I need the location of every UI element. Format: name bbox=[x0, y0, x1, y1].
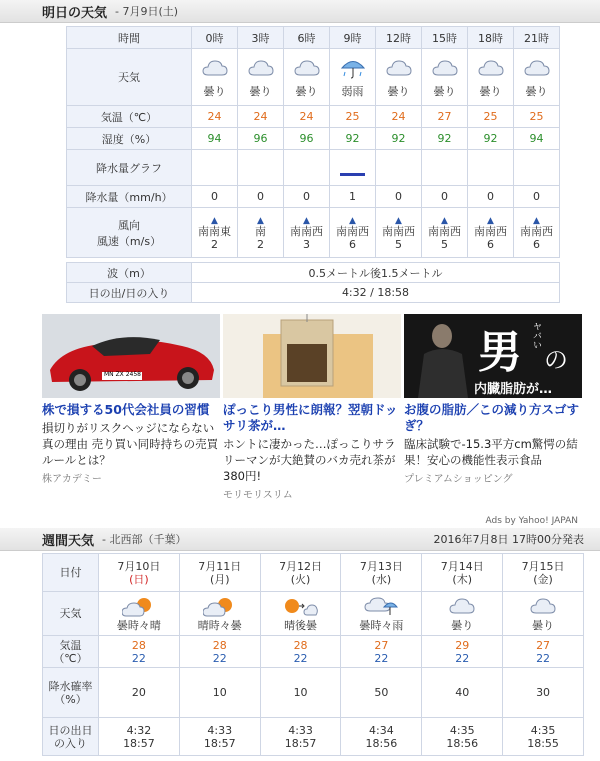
week-header bbox=[0, 528, 600, 551]
week-title: 週間天気 bbox=[42, 533, 95, 549]
ad-title-3[interactable]: お腹の脂肪／この減り方スゴすぎ？ bbox=[404, 402, 580, 433]
week-temp-cell bbox=[422, 636, 503, 668]
week-sun-cell bbox=[503, 718, 584, 756]
wind-dir: 南 bbox=[255, 224, 266, 238]
ad-image-car[interactable] bbox=[42, 314, 220, 398]
time-cell: 9時 bbox=[330, 27, 376, 49]
temp-label: 気温（℃） bbox=[67, 106, 192, 128]
precip-cell: 0 bbox=[238, 186, 284, 208]
week-date-row bbox=[43, 554, 584, 592]
umbrella-icon bbox=[330, 57, 375, 83]
tomorrow-header bbox=[0, 0, 600, 23]
cloud-icon bbox=[422, 57, 467, 83]
wind-dir: 南南西 bbox=[520, 224, 553, 238]
ad-image-man[interactable] bbox=[404, 314, 582, 398]
precip-label: 降水量（mm/h） bbox=[67, 186, 192, 208]
wind-cell bbox=[284, 208, 330, 258]
week-date: 7月15日 bbox=[521, 559, 565, 573]
wind-dir: 南南西 bbox=[336, 224, 369, 238]
ad-image-tea[interactable] bbox=[223, 314, 401, 398]
week-temp-label: 気温（℃） bbox=[43, 636, 99, 668]
weather-cell bbox=[514, 49, 560, 106]
wind-speed: 6 bbox=[349, 237, 356, 251]
week-date-cell bbox=[260, 554, 341, 592]
week-precip-row bbox=[43, 668, 584, 718]
week-temp-row bbox=[43, 636, 584, 668]
week-dow: (月) bbox=[209, 572, 230, 586]
week-dow: (火) bbox=[290, 572, 311, 586]
wind-cell bbox=[376, 208, 422, 258]
weather-text: 弱雨 bbox=[341, 85, 364, 98]
hourly-table bbox=[66, 26, 560, 303]
week-dow: (金) bbox=[533, 572, 553, 586]
wind-speed-label: 風速（m/s） bbox=[96, 234, 162, 248]
wind-arrow-icon: ▲ bbox=[257, 215, 264, 226]
precip-graph-cell bbox=[238, 150, 284, 186]
week-weather-text: 晴後曇 bbox=[284, 619, 318, 632]
precip-cell: 0 bbox=[192, 186, 238, 208]
week-weather-text: 曇時々雨 bbox=[359, 619, 404, 632]
week-temp-cell bbox=[179, 636, 260, 668]
wave-value: 0.5メートル後1.5メートル bbox=[192, 263, 560, 283]
precip-cell: 0 bbox=[376, 186, 422, 208]
weather-cell bbox=[238, 49, 284, 106]
week-weather-cell bbox=[422, 592, 503, 636]
week-sun-label: 日の出日の入り bbox=[43, 718, 99, 756]
week-weather-cell bbox=[179, 592, 260, 636]
precip-graph-label: 降水量グラフ bbox=[67, 150, 192, 186]
week-weather-cell bbox=[260, 592, 341, 636]
wind-dir: 南南西 bbox=[428, 224, 461, 238]
precip-cell: 0 bbox=[468, 186, 514, 208]
week-precip-cell: 10 bbox=[260, 668, 341, 718]
week-sun-cell bbox=[179, 718, 260, 756]
week-precip-cell: 20 bbox=[99, 668, 180, 718]
week-weather-cell bbox=[341, 592, 422, 636]
humidity-cell: 94 bbox=[514, 128, 560, 150]
sun-value: 4:32 / 18:58 bbox=[192, 283, 560, 303]
wind-cell bbox=[192, 208, 238, 258]
weather-cell bbox=[192, 49, 238, 106]
weather-cell bbox=[376, 49, 422, 106]
cloud-icon bbox=[376, 57, 421, 83]
week-weather-cell bbox=[99, 592, 180, 636]
ad-image-no: の bbox=[544, 346, 568, 374]
temp-cell: 24 bbox=[284, 106, 330, 128]
time-cell: 21時 bbox=[514, 27, 560, 49]
time-cell: 18時 bbox=[468, 27, 514, 49]
ad-title-1[interactable]: 株で損する50代会社員の習慣 bbox=[42, 402, 210, 417]
week-date: 7月10日 bbox=[117, 559, 161, 573]
time-cell: 0時 bbox=[192, 27, 238, 49]
sun-row bbox=[67, 283, 560, 303]
week-dow: (木) bbox=[452, 572, 473, 586]
wind-cell bbox=[468, 208, 514, 258]
week-temp-cell bbox=[99, 636, 180, 668]
weather-row bbox=[67, 49, 560, 106]
ad-image-small-text: 内臓脂肪が… bbox=[474, 382, 553, 397]
wind-speed: 5 bbox=[395, 237, 402, 251]
temp-cell: 25 bbox=[330, 106, 376, 128]
ad-desc-3[interactable]: 臨床試験で-15.3平方cm驚愕の結果！安心の機能性表示食品 bbox=[404, 437, 578, 467]
week-sunset: 18:56 bbox=[446, 736, 479, 750]
wind-speed: 2 bbox=[257, 237, 264, 251]
week-sunset: 18:57 bbox=[123, 736, 155, 750]
week-weather-cell bbox=[503, 592, 584, 636]
sun-then-cloud-icon bbox=[261, 595, 341, 619]
weather-text: 曇り bbox=[387, 85, 410, 98]
humidity-cell: 96 bbox=[238, 128, 284, 150]
precip-graph-row bbox=[67, 150, 560, 186]
wind-speed: 2 bbox=[211, 237, 218, 251]
wind-speed: 6 bbox=[487, 237, 494, 251]
week-temp-high: 28 bbox=[131, 638, 146, 652]
wind-dir-label: 風向 bbox=[118, 218, 140, 232]
time-cell: 3時 bbox=[238, 27, 284, 49]
wind-dir: 南南西 bbox=[474, 224, 507, 238]
week-date: 7月12日 bbox=[279, 559, 323, 573]
humidity-cell: 92 bbox=[468, 128, 514, 150]
week-precip-cell: 30 bbox=[503, 668, 584, 718]
week-temp-high: 28 bbox=[293, 638, 308, 652]
week-sunset: 18:57 bbox=[203, 736, 236, 750]
week-date-cell bbox=[422, 554, 503, 592]
week-sun-row bbox=[43, 718, 584, 756]
week-date-cell bbox=[179, 554, 260, 592]
precip-bar bbox=[340, 173, 365, 176]
week-sunrise: 4:35 bbox=[449, 723, 475, 737]
week-sunrise: 4:33 bbox=[207, 723, 233, 737]
weekly-table bbox=[42, 553, 584, 756]
weather-label: 天気 bbox=[67, 49, 192, 106]
precip-cell: 0 bbox=[422, 186, 468, 208]
sun-label: 日の出/日の入り bbox=[67, 283, 192, 303]
ad-source-1[interactable]: 株アカデミー bbox=[42, 474, 102, 485]
temp-cell: 25 bbox=[468, 106, 514, 128]
week-sunset: 18:56 bbox=[365, 736, 398, 750]
weather-text: 曇り bbox=[295, 85, 318, 98]
precip-graph-cell bbox=[514, 150, 560, 186]
cloud-icon bbox=[468, 57, 513, 83]
week-precip-cell: 10 bbox=[179, 668, 260, 718]
wind-cell bbox=[514, 208, 560, 258]
cloud-icon bbox=[503, 595, 583, 619]
humidity-cell: 94 bbox=[192, 128, 238, 150]
week-sunrise: 4:32 bbox=[126, 723, 152, 737]
ad-source-3[interactable]: プレミアムショッピング bbox=[404, 474, 513, 485]
cloud-icon bbox=[238, 57, 283, 83]
week-sun-cell bbox=[341, 718, 422, 756]
week-sunset: 18:55 bbox=[527, 736, 559, 750]
week-temp-low: 22 bbox=[212, 651, 227, 665]
precip-cell: 0 bbox=[514, 186, 560, 208]
temp-row bbox=[67, 106, 560, 128]
week-temp-low: 22 bbox=[455, 651, 470, 665]
week-dow: (日) bbox=[129, 572, 149, 586]
ads-by-label[interactable]: Ads by Yahoo! JAPAN bbox=[485, 516, 578, 526]
sun-cloud-icon bbox=[180, 595, 260, 619]
tomorrow-title: 明日の天気 bbox=[42, 5, 108, 21]
ad-desc-1[interactable]: 損切りがリスクヘッジにならない真の理由 売り買い同時持ちの売買ルールとは？ bbox=[42, 421, 219, 467]
week-temp-low: 22 bbox=[536, 651, 551, 665]
ad-card-1[interactable] bbox=[42, 314, 220, 485]
time-label: 時間 bbox=[67, 27, 192, 49]
ad-title-2[interactable]: ぽっこり男性に朗報？翌朝ドッサリ茶が… bbox=[223, 402, 398, 433]
temp-cell: 25 bbox=[514, 106, 560, 128]
week-weather-text: 曇り bbox=[532, 619, 555, 632]
temp-cell: 24 bbox=[238, 106, 284, 128]
ad-source-2[interactable]: モリモリスリム bbox=[223, 490, 293, 501]
wind-cell bbox=[422, 208, 468, 258]
weather-text: 曇り bbox=[249, 85, 272, 98]
week-temp-high: 27 bbox=[536, 638, 551, 652]
week-date-cell bbox=[503, 554, 584, 592]
tomorrow-date: - 7月9日(土) bbox=[115, 5, 179, 18]
precip-graph-cell bbox=[284, 150, 330, 186]
week-weather-label: 天気 bbox=[43, 592, 99, 636]
time-cell: 15時 bbox=[422, 27, 468, 49]
weather-text: 曇り bbox=[479, 85, 502, 98]
ad-desc-2[interactable]: ホントに凄かった…ぽっこりサラリーマンが大絶賛のバカ売れ茶が380円! bbox=[223, 437, 396, 483]
week-sunrise: 4:35 bbox=[530, 723, 556, 737]
weather-cell bbox=[284, 49, 330, 106]
week-precip-cell: 40 bbox=[422, 668, 503, 718]
week-date: 7月14日 bbox=[440, 559, 484, 573]
humidity-cell: 92 bbox=[422, 128, 468, 150]
precip-graph-cell bbox=[192, 150, 238, 186]
humidity-label: 湿度（%） bbox=[67, 128, 192, 150]
week-weather-text: 曇り bbox=[451, 619, 474, 632]
cloud-icon bbox=[284, 57, 329, 83]
precip-row bbox=[67, 186, 560, 208]
week-sunrise: 4:34 bbox=[369, 723, 394, 737]
weather-cell bbox=[330, 49, 376, 106]
ad-card-2[interactable] bbox=[223, 314, 401, 501]
precip-graph-cell bbox=[330, 150, 376, 186]
humidity-cell: 92 bbox=[330, 128, 376, 150]
cloud-icon bbox=[422, 595, 502, 619]
week-published: 2016年7月8日 17時00分発表 bbox=[433, 533, 584, 546]
wave-row bbox=[67, 263, 560, 283]
precip-graph-cell bbox=[468, 150, 514, 186]
week-sun-cell bbox=[260, 718, 341, 756]
humidity-cell: 96 bbox=[284, 128, 330, 150]
week-date: 7月11日 bbox=[198, 559, 242, 573]
humidity-cell: 92 bbox=[376, 128, 422, 150]
wind-speed: 6 bbox=[533, 237, 540, 251]
wind-arrow-icon: ▲ bbox=[487, 215, 494, 226]
sun-cloud-icon bbox=[99, 595, 179, 619]
wind-arrow-icon: ▲ bbox=[303, 215, 310, 226]
week-temp-high: 28 bbox=[212, 638, 227, 652]
ad-image-furigana: ヤバい bbox=[531, 322, 541, 349]
temp-cell: 24 bbox=[192, 106, 238, 128]
week-weather-row bbox=[43, 592, 584, 636]
wind-arrow-icon: ▲ bbox=[533, 215, 540, 226]
wind-arrow-icon: ▲ bbox=[211, 215, 218, 226]
precip-graph-cell bbox=[422, 150, 468, 186]
temp-cell: 27 bbox=[422, 106, 468, 128]
ad-image-big-text: 男 bbox=[478, 327, 522, 378]
weather-text: 曇り bbox=[433, 85, 456, 98]
week-sunset: 18:57 bbox=[284, 736, 317, 750]
week-date: 7月13日 bbox=[359, 559, 403, 573]
week-temp-low: 22 bbox=[374, 651, 389, 665]
temp-cell: 24 bbox=[376, 106, 422, 128]
week-temp-low: 22 bbox=[293, 651, 308, 665]
week-temp-cell bbox=[260, 636, 341, 668]
time-cell: 6時 bbox=[284, 27, 330, 49]
wind-dir: 南南西 bbox=[290, 224, 323, 238]
week-weather-text: 晴時々曇 bbox=[197, 619, 242, 632]
wind-speed: 5 bbox=[441, 237, 448, 251]
week-temp-high: 29 bbox=[455, 638, 470, 652]
wind-speed: 3 bbox=[303, 237, 310, 251]
precip-cell: 1 bbox=[330, 186, 376, 208]
cloud-icon bbox=[192, 57, 237, 83]
weather-cell bbox=[422, 49, 468, 106]
week-date-cell bbox=[341, 554, 422, 592]
week-temp-high: 27 bbox=[374, 638, 389, 652]
week-dow: (水) bbox=[371, 572, 392, 586]
precip-graph-cell bbox=[376, 150, 422, 186]
week-precip-label: 降水確率（%） bbox=[43, 668, 99, 718]
time-row bbox=[67, 27, 560, 49]
week-temp-cell bbox=[341, 636, 422, 668]
wind-row bbox=[67, 208, 560, 258]
time-cell: 12時 bbox=[376, 27, 422, 49]
wind-arrow-icon: ▲ bbox=[349, 215, 356, 226]
wind-label bbox=[67, 208, 192, 258]
car-plate: MN ZX 2458 bbox=[104, 371, 141, 378]
wind-arrow-icon: ▲ bbox=[395, 215, 402, 226]
wind-cell bbox=[238, 208, 284, 258]
wind-cell bbox=[330, 208, 376, 258]
week-sun-cell bbox=[99, 718, 180, 756]
cloud-icon bbox=[514, 57, 559, 83]
precip-cell: 0 bbox=[284, 186, 330, 208]
wind-dir: 南南西 bbox=[382, 224, 415, 238]
weather-text: 曇り bbox=[203, 85, 226, 98]
week-location: - 北西部（千葉） bbox=[102, 533, 187, 546]
ad-card-3[interactable] bbox=[404, 314, 582, 485]
week-temp-cell bbox=[503, 636, 584, 668]
wave-label: 波（m） bbox=[67, 263, 192, 283]
cloud-rain-icon bbox=[341, 595, 421, 619]
week-sunrise: 4:33 bbox=[288, 723, 313, 737]
week-precip-cell: 50 bbox=[341, 668, 422, 718]
wind-dir: 南南東 bbox=[198, 224, 231, 238]
week-sun-cell bbox=[422, 718, 503, 756]
week-temp-low: 22 bbox=[131, 651, 146, 665]
wind-arrow-icon: ▲ bbox=[441, 215, 448, 226]
week-date-cell bbox=[99, 554, 180, 592]
week-weather-text: 曇時々晴 bbox=[116, 619, 161, 632]
humidity-row bbox=[67, 128, 560, 150]
week-date-label: 日付 bbox=[43, 554, 99, 592]
weather-text: 曇り bbox=[525, 85, 548, 98]
weather-cell bbox=[468, 49, 514, 106]
